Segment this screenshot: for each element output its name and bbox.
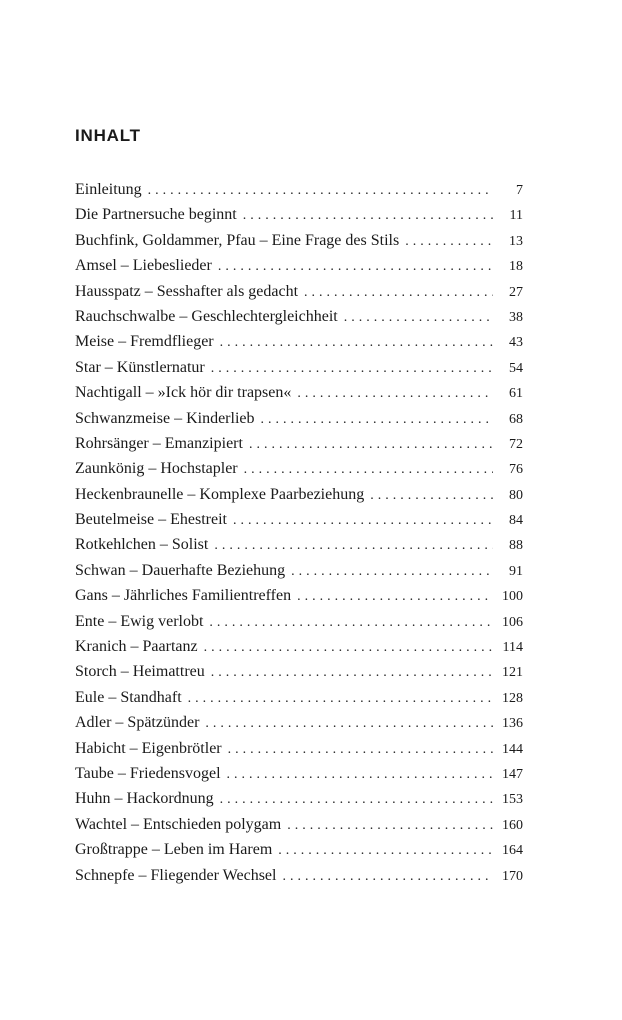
toc-entry-title: Habicht – Eigenbrötler [75, 739, 222, 757]
toc-entry-page-number: 170 [502, 868, 523, 884]
toc-entry-page-number: 11 [509, 208, 523, 224]
toc-entry [75, 355, 523, 380]
toc-entry-title: Heckenbraunelle – Komplexe Paarbeziehung [75, 485, 365, 503]
toc-entry-page-number: 136 [502, 716, 523, 732]
toc-entry [75, 202, 523, 227]
dot-leader [211, 660, 493, 684]
toc-entry [75, 177, 523, 202]
toc-entry-page-number: 7 [516, 183, 523, 198]
dot-leader [291, 559, 493, 583]
toc-entry [75, 583, 523, 608]
dot-leader [344, 305, 493, 329]
dot-leader [214, 533, 493, 557]
toc-entry-page-number: 106 [502, 614, 523, 630]
toc-entry [75, 786, 523, 811]
toc-entry-page-number: 61 [509, 386, 523, 402]
toc-entry [75, 380, 523, 405]
toc-entry-page-number: 13 [509, 233, 523, 249]
toc-entry-page-number: 88 [509, 538, 523, 554]
toc-entry-title: Meise – Fremdflieger [75, 333, 214, 351]
toc-entry-title: Huhn – Hackordnung [75, 790, 214, 808]
toc-entry-title: Schwanzmeise – Kinderlieb [75, 409, 255, 427]
toc-entry [75, 304, 523, 329]
dot-leader [148, 178, 493, 202]
toc-entry-page-number: 164 [502, 843, 523, 859]
toc-entry-title: Beutelmeise – Ehestreit [75, 511, 227, 529]
toc-entry-page-number: 80 [509, 487, 523, 503]
toc-entry-title: Großtrappe – Leben im Harem [75, 841, 273, 859]
toc-entry-page-number: 38 [509, 309, 523, 325]
dot-leader [211, 356, 493, 380]
dot-leader [287, 813, 493, 837]
toc-entry-title: Adler – Spätzünder [75, 714, 200, 732]
toc-entry-title: Rotkehlchen – Solist [75, 536, 209, 554]
dot-leader [278, 838, 493, 862]
table-of-contents [75, 177, 523, 888]
toc-entry [75, 507, 523, 532]
toc-entry-title: Storch – Heimattreu [75, 663, 205, 681]
dot-leader [370, 483, 493, 507]
toc-entry [75, 532, 523, 557]
toc-entry [75, 736, 523, 761]
toc-entry [75, 609, 523, 634]
toc-entry-title: Schwan – Dauerhafte Beziehung [75, 561, 286, 579]
toc-entry-page-number: 153 [502, 792, 523, 808]
dot-leader [209, 610, 493, 634]
toc-entry-page-number: 114 [502, 640, 523, 656]
toc-entry [75, 863, 523, 888]
toc-entry [75, 329, 523, 354]
toc-entry [75, 761, 523, 786]
toc-entry-title: Kranich – Paartanz [75, 638, 198, 656]
dot-leader [228, 737, 493, 761]
toc-entry-page-number: 72 [509, 436, 523, 452]
toc-entry [75, 558, 523, 583]
dot-leader [261, 407, 494, 431]
dot-leader [204, 635, 493, 659]
toc-entry-page-number: 27 [509, 284, 523, 300]
toc-entry-title: Die Partnersuche beginnt [75, 206, 237, 224]
toc-entry-page-number: 128 [502, 690, 523, 706]
toc-entry-title: Nachtigall – »Ick hör dir trapsen« [75, 384, 292, 402]
toc-entry-page-number: 100 [502, 589, 523, 605]
toc-entry-page-number: 43 [509, 335, 523, 351]
toc-entry [75, 710, 523, 735]
toc-entry-title: Einleitung [75, 181, 142, 198]
dot-leader [220, 330, 493, 354]
toc-entry-page-number: 144 [502, 741, 523, 757]
toc-entry [75, 634, 523, 659]
toc-entry-page-number: 160 [502, 817, 523, 833]
dot-leader [244, 457, 493, 481]
dot-leader [218, 254, 493, 278]
toc-entry-title: Rauchschwalbe – Geschlechtergleichheit [75, 307, 338, 325]
toc-entry-title: Wachtel – Entschieden polygam [75, 815, 282, 833]
toc-entry [75, 228, 523, 253]
toc-entry-title: Rohrsänger – Emanzipiert [75, 434, 243, 452]
toc-entry-page-number: 91 [509, 563, 523, 579]
toc-entry [75, 837, 523, 862]
toc-entry [75, 685, 523, 710]
dot-leader [243, 203, 493, 227]
toc-entry-title: Taube – Friedensvogel [75, 764, 221, 782]
dot-leader [205, 711, 493, 735]
toc-entry-title: Star – Künstlernatur [75, 358, 205, 376]
toc-entry-page-number: 147 [502, 766, 523, 782]
toc-entry-title: Eule – Standhaft [75, 688, 182, 706]
toc-entry [75, 279, 523, 304]
toc-entry-title: Amsel – Liebeslieder [75, 257, 212, 275]
dot-leader [220, 787, 493, 811]
dot-leader [233, 508, 493, 532]
dot-leader [249, 432, 493, 456]
toc-entry [75, 812, 523, 837]
toc-entry-title: Buchfink, Goldammer, Pfau – Eine Frage des Stils [75, 231, 400, 249]
toc-heading: INHALT [75, 126, 141, 145]
toc-entry-page-number: 84 [509, 513, 523, 529]
toc-entry-page-number: 121 [502, 665, 523, 681]
toc-entry-page-number: 18 [509, 259, 523, 275]
toc-entry-title: Gans – Jährliches Familientreffen [75, 587, 292, 605]
dot-leader [282, 864, 493, 888]
toc-entry-title: Ente – Ewig verlobt [75, 612, 204, 630]
dot-leader [405, 229, 493, 253]
toc-entry-title: Zaunkönig – Hochstapler [75, 460, 238, 478]
toc-entry-title: Hausspatz – Sesshafter als gedacht [75, 282, 299, 300]
dot-leader [304, 280, 493, 304]
toc-entry-title: Schnepfe – Fliegender Wechsel [75, 866, 277, 884]
toc-entry [75, 253, 523, 278]
dot-leader [297, 584, 493, 608]
toc-entry [75, 456, 523, 481]
toc-entry-page-number: 76 [509, 462, 523, 478]
toc-entry [75, 482, 523, 507]
dot-leader [227, 762, 493, 786]
dot-leader [297, 381, 493, 405]
toc-entry-page-number: 68 [509, 411, 523, 427]
toc-entry [75, 659, 523, 684]
dot-leader [188, 686, 493, 710]
toc-entry [75, 406, 523, 431]
toc-entry-page-number: 54 [509, 360, 523, 376]
toc-entry [75, 431, 523, 456]
